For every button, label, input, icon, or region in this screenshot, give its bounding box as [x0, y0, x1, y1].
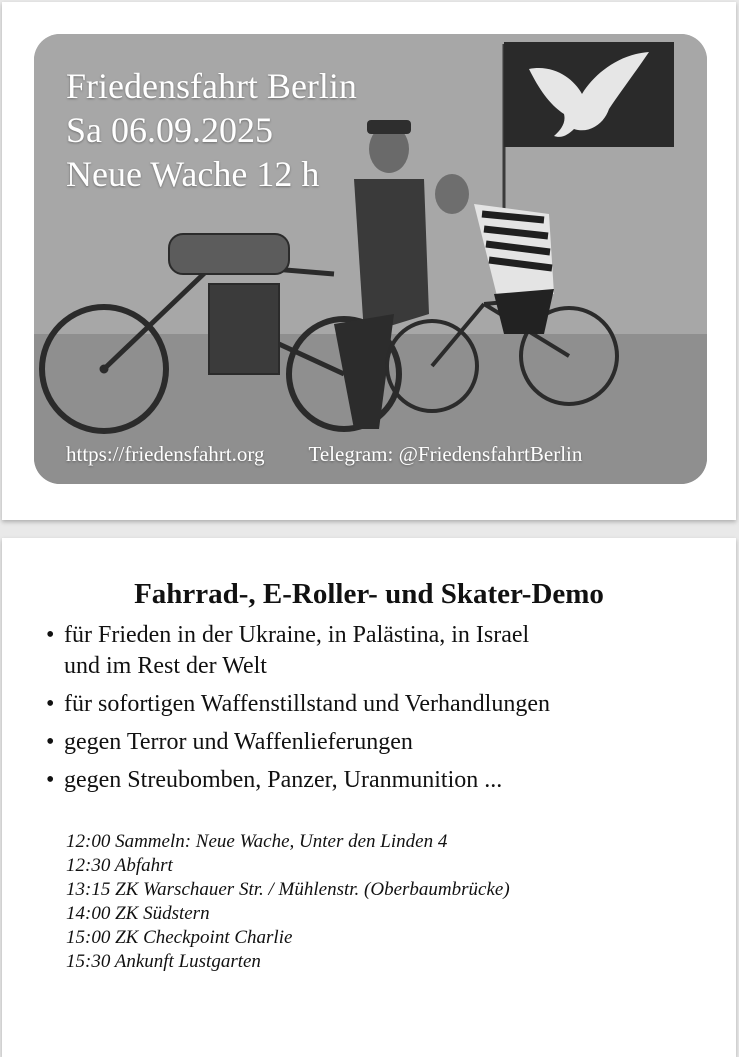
poster-title-line-2: Sa 06.09.2025	[66, 110, 273, 150]
bullet-text: gegen Streubomben, Panzer, Uranmunition ...	[64, 767, 503, 793]
poster-title-line-1: Friedensfahrt Berlin	[66, 66, 357, 106]
schedule-item: 15:30 Ankunft Lustgarten	[66, 951, 261, 972]
list-item	[46, 620, 706, 682]
bullet-icon: •	[46, 622, 55, 648]
list-item	[46, 765, 706, 796]
schedule-item: 15:00 ZK Checkpoint Charlie	[66, 927, 293, 948]
poster-card	[2, 2, 736, 520]
bullet-text-continued: und im Rest der Welt	[64, 653, 267, 679]
bullet-text: für Frieden in der Ukraine, in Palästina, in Israel	[64, 622, 530, 648]
vintage-photo	[34, 34, 707, 484]
schedule-item: 13:15 ZK Warschauer Str. / Mühlenstr. (Oberbaumbrücke)	[66, 879, 510, 900]
bullet-text: gegen Terror und Waffenlieferungen	[64, 729, 413, 755]
flyer-card	[2, 538, 736, 1057]
schedule-list	[66, 830, 510, 974]
schedule-item: 12:30 Abfahrt	[66, 855, 173, 876]
poster-title	[66, 64, 357, 196]
poster-title-line-3: Neue Wache 12 h	[66, 154, 320, 194]
flyer-heading: Fahrrad-, E-Roller- und Skater-Demo	[134, 578, 604, 610]
bullet-icon: •	[46, 767, 55, 793]
schedule-item: 14:00 ZK Südstern	[66, 903, 210, 924]
schedule-item: 12:00 Sammeln: Neue Wache, Unter den Linden 4	[66, 831, 448, 852]
bullet-text: für sofortigen Waffenstillstand und Verhandlungen	[64, 691, 550, 717]
list-item	[46, 727, 706, 758]
bullet-icon: •	[46, 729, 55, 755]
poster-footer	[66, 442, 582, 467]
website-link[interactable]: https://friedensfahrt.org	[66, 442, 265, 466]
bullet-icon: •	[46, 691, 55, 717]
list-item	[46, 689, 706, 720]
demands-list	[46, 620, 706, 803]
telegram-handle[interactable]: Telegram: @FriedensfahrtBerlin	[308, 442, 583, 466]
